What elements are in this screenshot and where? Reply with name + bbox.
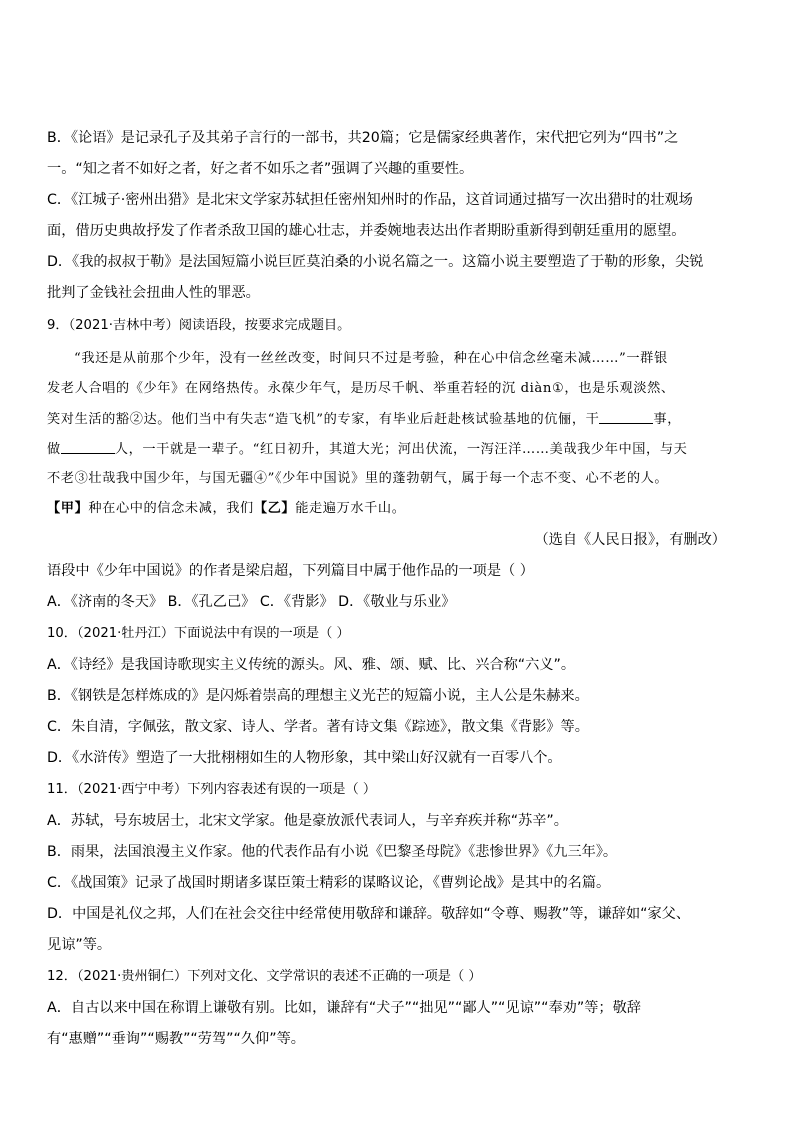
option-c-line-2: 面，借历史典故抒发了作者杀敌卫国的雄心壮志，并委婉地表达出作者期盼重新得到朝廷重用的愿望。 [47,223,686,239]
passage-line-6-end: 能走遍万水千山。 [295,501,406,516]
marker-yi: 【乙】 [253,501,296,516]
question-9-options: A．《济南的冬天》 B．《孔乙己》 C．《背影》 D．《敬业与乐业》 [47,594,456,610]
passage-line-4-start: 做 [47,442,61,457]
question-10-option-d: D．《水浒传》塑造了一大批栩栩如生的人物形象，其中梁山好汉就有一百零八个。 [47,750,562,766]
question-11-option-a: A．苏轼，号东坡居士，北宋文学家。他是豪放派代表词人，与辛弃疾并称“苏辛”。 [47,813,568,829]
question-11-option-d-line-1: D．中国是礼仪之邦，人们在社会交往中经常使用敬辞和谦辞。敬辞如“令尊、赐教”等，谦辞如“家父、 [47,906,691,922]
question-10-heading: 10．（2021·牡丹江）下面说法中有误的一项是（ ） [47,626,350,641]
question-9-stem: 语段中《少年中国说》的作者是梁启超，下列篇目中属于他作品的一项是（ ） [47,563,534,579]
question-11-option-d-line-2: 见谅”等。 [47,937,112,953]
fill-blank-2[interactable] [61,439,115,454]
question-10-option-c: C．朱自清，字佩弦，散文家、诗人、学者。著有诗文集《踪迹》，散文集《背影》等。 [47,719,589,735]
option-d-line-1: D．《我的叔叔于勒》是法国短篇小说巨匠莫泊桑的小说名篇之一。这篇小说主要塑造了于勒的形象，尖锐 [47,254,704,270]
fill-blank-1[interactable] [599,409,653,424]
passage-source: （选自《人民日报》，有删改） [534,532,726,548]
passage-line-4-text: 人，一干就是一辈子。“红日初升，其道大光；河出伏流，一泻汪洋……美哉我少年中国，与天 [114,442,688,457]
passage-line-4 [47,439,747,460]
question-11-heading: 11．（2021·西宁中考）下列内容表述有误的一项是（ ） [47,782,377,797]
passage-line-2: 发老人合唱的《少年》在网络热传。永葆少年气，是历尽千帆、举重若轻的沉 diàn①，也是乐观淡然、 [47,381,675,396]
marker-jia: 【甲】 [47,501,89,516]
question-10-option-a: A．《诗经》是我国诗歌现实主义传统的源头。风、雅、颂、赋、比、兴合称“六义”。 [47,657,576,673]
option-b-line-2: 一。“知之者不如好之者，好之者不如乐之者”强调了兴趣的重要性。 [47,161,474,177]
option-b-line-1: B．《论语》是记录孔子及其弟子言行的一部书，共20篇；它是儒家经典著作，宋代把它列为“四书”之 [47,130,679,146]
passage-line-3 [47,409,747,430]
question-11-option-c: C．《战国策》记录了战国时期诸多谋臣策士精彩的谋略议论，《曹刿论战》是其中的名篇。 [47,875,611,891]
passage-line-3-end: 事， [653,412,681,427]
question-9-heading: 9．（2021·吉林中考）阅读语段，按要求完成题目。 [47,318,351,333]
option-d-line-2: 批判了金钱社会扭曲人性的罪恶。 [47,285,260,301]
passage-line-6 [47,499,747,519]
question-12-option-a-line-1: A．自古以来中国在称谓上谦敬有别。比如，谦辞有“犬子”“拙见”“鄙人”“见谅”“奉劝”等；敬辞 [47,1000,641,1016]
question-10-option-b: B．《钢铁是怎样炼成的》是闪烁着崇高的理想主义光芒的短篇小说，主人公是朱赫来。 [47,688,589,704]
question-11-option-b: B．雨果，法国浪漫主义作家。他的代表作品有小说《巴黎圣母院》《悲惨世界》《九三年》。 [47,844,618,860]
passage-line-3-text: 笑对生活的豁②达。他们当中有失志“造飞机”的专家，有毕业后赶赴核试验基地的伉俪，干 [47,412,600,427]
option-c-line-1: C．《江城子·密州出猎》是北宋文学家苏轼担任密州知州时的作品，这首词通过描写一次出猎时的壮观场 [47,192,693,208]
passage-line-1: “我还是从前那个少年，没有一丝丝改变，时间只不过是考验，种在心中信念丝毫未减……”一群银 [74,351,668,366]
question-12-heading: 12．（2021·贵州铜仁）下列对文化、文学常识的表述不正确的一项是（ ） [47,969,482,984]
passage-line-5: 不老③壮哉我中国少年，与国无疆④”《少年中国说》里的蓬勃朝气，属于每一个志不变、心不老的人。 [47,471,669,486]
question-12-option-a-line-2: 有“惠赠”“垂询”“赐教”“劳驾”“久仰”等。 [47,1031,305,1047]
passage-line-6-text: 种在心中的信念未减，我们 [88,501,254,516]
